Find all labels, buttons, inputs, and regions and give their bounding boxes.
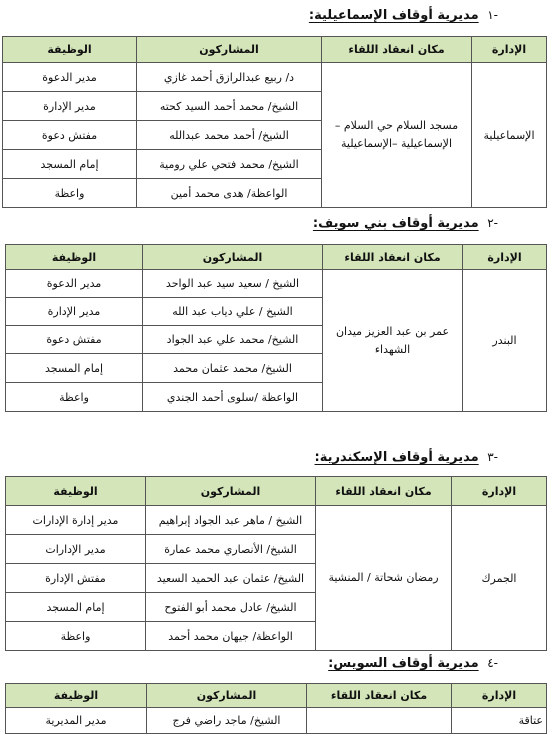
participant-cell: الشيخ/ أحمد محمد عبدالله xyxy=(137,121,322,150)
participant-cell: الواعظة/ جيهان محمد أحمد xyxy=(146,622,316,651)
admin-cell: الجمرك xyxy=(452,506,547,651)
header-place: مكان انعقاد اللقاء xyxy=(323,245,463,270)
participant-cell: الواعظة /سلوى أحمد الجندي xyxy=(143,383,323,412)
job-cell: مدير الإدارة xyxy=(3,92,137,121)
participant-cell: الشيخ/ محمد علي عبد الجواد xyxy=(143,326,323,354)
header-participants: المشاركون xyxy=(147,684,307,708)
participant-cell: الشيخ / سعيد سيد عبد الواحد xyxy=(143,270,323,298)
job-cell: واعظة xyxy=(3,179,137,208)
section-number: -٢ xyxy=(487,216,498,230)
participant-cell: الشيخ/ الأنصاري محمد عمارة xyxy=(146,535,316,564)
header-participants: المشاركون xyxy=(143,245,323,270)
admin-cell: عتاقة xyxy=(452,708,547,734)
participant-cell: الشيخ / ماهر عبد الجواد إبراهيم xyxy=(146,506,316,535)
section-number: -٤ xyxy=(487,656,498,670)
job-cell: مدير الدعوة xyxy=(3,63,137,92)
place-cell: رمضان شحاتة / المنشية xyxy=(316,506,452,651)
place-cell: مسجد السلام حي السلام – الإسماعيلية –الإسماعيلية xyxy=(322,63,472,208)
job-cell: مدير الإدارة xyxy=(6,298,143,326)
header-admin: الإدارة xyxy=(463,245,547,270)
header-place: مكان انعقاد اللقاء xyxy=(322,37,472,63)
participant-cell: الشيخ/ عثمان عبد الحميد السعيد xyxy=(146,564,316,593)
section-3-heading xyxy=(315,450,498,465)
job-cell: مدير الدعوة xyxy=(6,270,143,298)
job-cell: واعظة xyxy=(6,622,146,651)
participant-cell: الشيخ/ محمد فتحي علي رومية xyxy=(137,150,322,179)
admin-cell: البندر xyxy=(463,270,547,412)
header-admin: الإدارة xyxy=(452,477,547,506)
section-number: -١ xyxy=(487,8,498,22)
participant-cell: الشيخ/ عادل محمد أبو الفتوح xyxy=(146,593,316,622)
participant-cell: الواعظة/ هدى محمد أمين xyxy=(137,179,322,208)
header-job: الوظيفة xyxy=(6,245,143,270)
section-4-heading xyxy=(328,656,498,671)
header-admin: الإدارة xyxy=(472,37,547,63)
participant-cell: الشيخ/ محمد أحمد السيد كحته xyxy=(137,92,322,121)
header-admin: الإدارة xyxy=(452,684,547,708)
header-place: مكان انعقاد اللقاء xyxy=(316,477,452,506)
job-cell: مفتش دعوة xyxy=(6,326,143,354)
place-cell xyxy=(307,708,452,734)
section-2-table xyxy=(5,244,547,412)
job-cell: مفتش دعوة xyxy=(3,121,137,150)
section-3-table xyxy=(5,476,547,651)
header-job: الوظيفة xyxy=(6,477,146,506)
job-cell: واعظة xyxy=(6,383,143,412)
header-job: الوظيفة xyxy=(3,37,137,63)
section-title: مديرية أوقاف بني سويف: xyxy=(312,216,479,231)
participant-cell: الشيخ/ محمد عثمان محمد xyxy=(143,354,323,383)
section-1-heading xyxy=(309,8,498,23)
job-cell: مدير الإدارات xyxy=(6,535,146,564)
job-cell: إمام المسجد xyxy=(3,150,137,179)
section-4-table xyxy=(5,683,547,734)
section-1-table xyxy=(2,36,547,208)
place-cell: عمر بن عبد العزيز ميدان الشهداء xyxy=(323,270,463,412)
participant-cell: الشيخ / علي دياب عبد الله xyxy=(143,298,323,326)
header-participants: المشاركون xyxy=(146,477,316,506)
header-participants: المشاركون xyxy=(137,37,322,63)
job-cell: مدير المديرية xyxy=(6,708,147,734)
job-cell: مدير إدارة الإدارات xyxy=(6,506,146,535)
job-cell: مفتش الإدارة xyxy=(6,564,146,593)
section-number: -٣ xyxy=(487,450,498,464)
job-cell: إمام المسجد xyxy=(6,354,143,383)
section-title: مديرية أوقاف الإسماعيلية: xyxy=(308,8,479,23)
admin-cell: الإسماعيلية xyxy=(472,63,547,208)
section-title: مديرية أوقاف الإسكندرية: xyxy=(314,450,479,465)
participant-cell: د/ ربيع عبدالرازق أحمد غازي xyxy=(137,63,322,92)
header-job: الوظيفة xyxy=(6,684,147,708)
job-cell: إمام المسجد xyxy=(6,593,146,622)
section-title: مديرية أوقاف السويس: xyxy=(328,656,479,671)
header-place: مكان انعقاد اللقاء xyxy=(307,684,452,708)
participant-cell: الشيخ/ ماجد راضي فرج xyxy=(147,708,307,734)
section-2-heading xyxy=(313,216,498,231)
